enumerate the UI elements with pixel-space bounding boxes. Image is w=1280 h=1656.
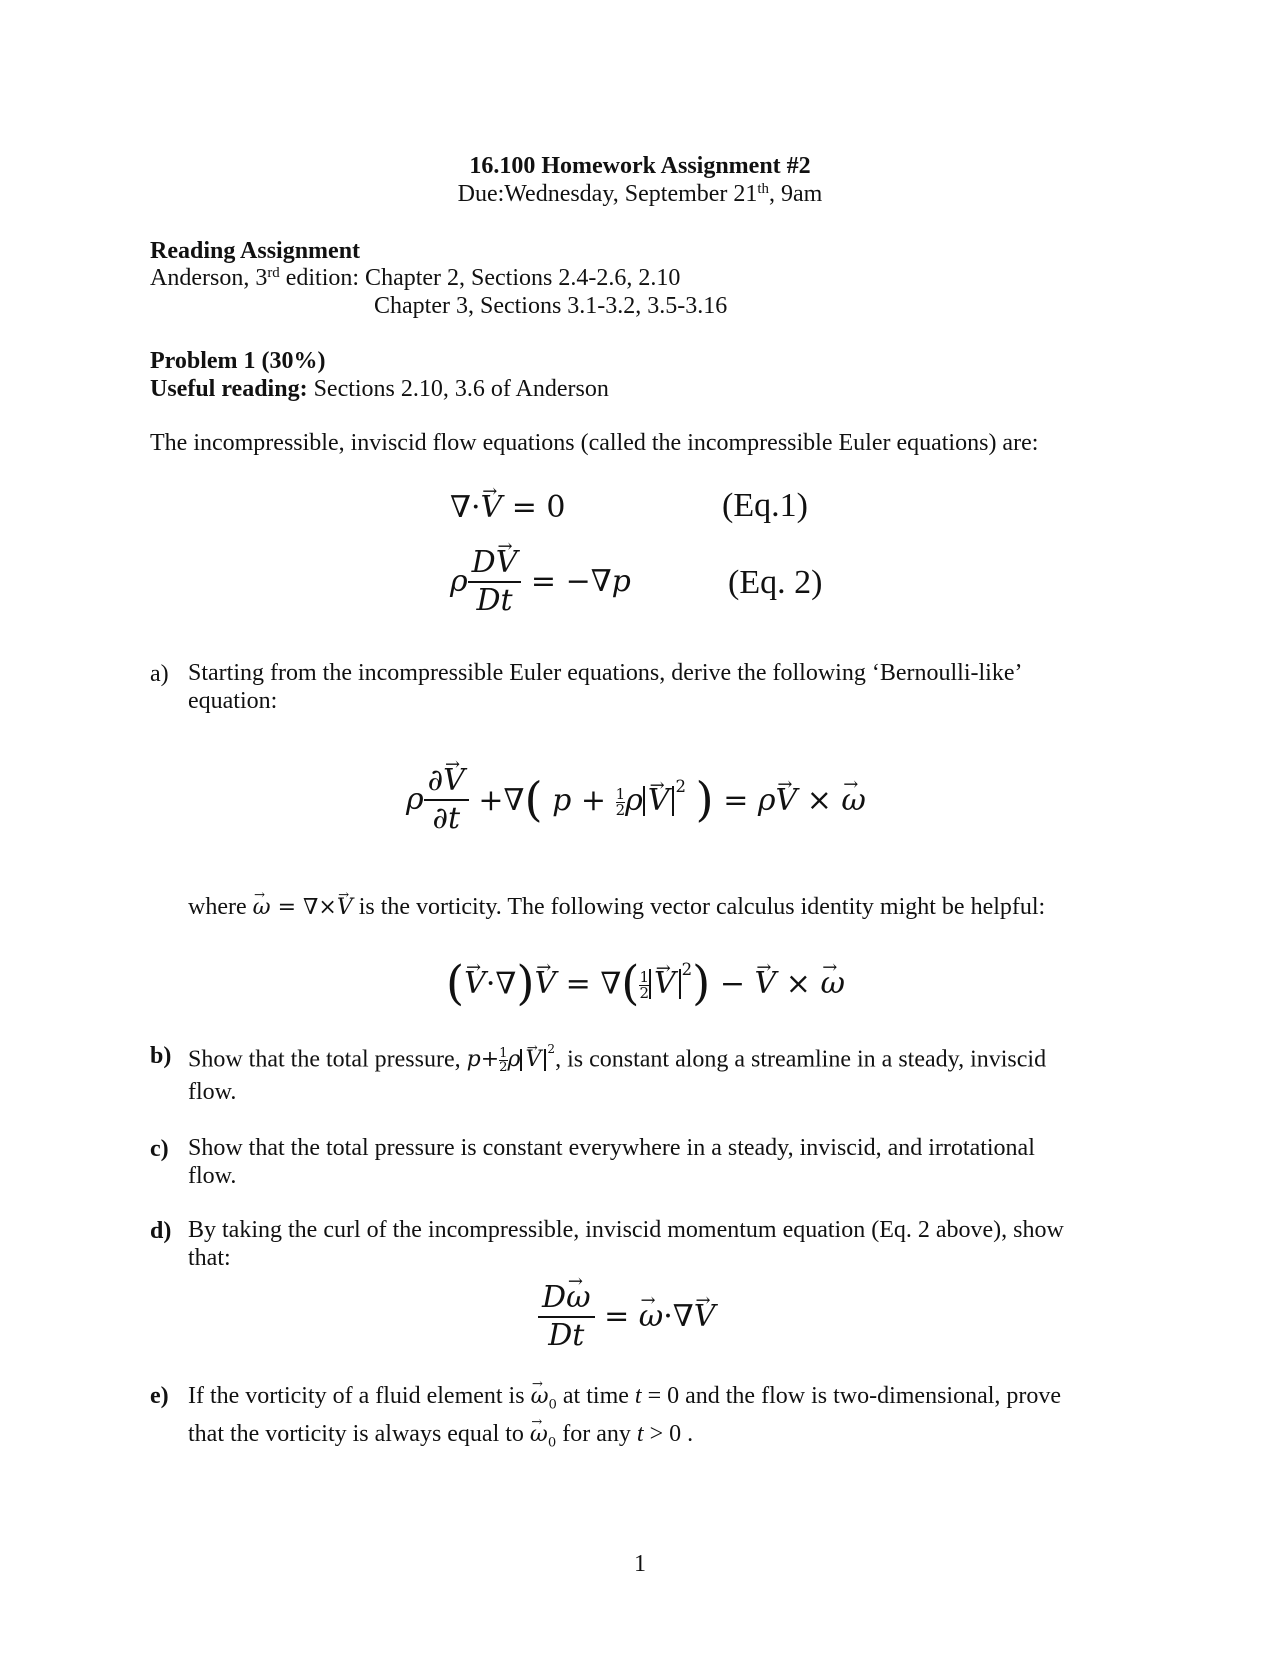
eq1-label: (Eq.1): [722, 487, 808, 524]
part-d-text: By taking the curl of the incompressible, inviscid momentum equation (Eq. 2 above), show that:: [188, 1217, 1064, 1271]
useful-reading: Useful reading: Sections 2.10, 3.6 of Anderson: [150, 376, 609, 402]
equation-vorticity-transport: $\frac{D\to \omega}{Dt}$ = → ω·∇→ V: [538, 1280, 715, 1354]
reading-line-1: Anderson, 3rd edition: Chapter 2, Sections 2.4-2.6, 2.10: [150, 264, 681, 291]
part-c-label: c): [150, 1136, 169, 1162]
part-d-label: d): [150, 1218, 172, 1244]
part-c-text: Show that the total pressure is constant everywhere in a steady, inviscid, and irrotational flow.: [188, 1135, 1035, 1189]
part-b-label: b): [150, 1043, 172, 1069]
intro-text: The incompressible, inviscid flow equations (called the incompressible Euler equations) are:: [150, 430, 1039, 456]
part-a-label: a): [150, 661, 169, 687]
reading-line-2: Chapter 3, Sections 3.1-3.2, 3.5-3.16: [374, 293, 728, 319]
assignment-title: 16.100 Homework Assignment #2: [469, 153, 811, 179]
part-e-line-2: that the vorticity is always equal to → $\omega_0$ for any t > 0 .: [188, 1420, 693, 1451]
page-number: 1: [634, 1551, 646, 1577]
equation-continuity: ∇·→ V = 0: [450, 490, 565, 526]
vorticity-definition: where → ω = ∇×→ V is the vorticity. The following vector calculus identity might be helpful:: [188, 893, 1045, 922]
part-e-label: e): [150, 1383, 169, 1409]
problem-heading: Problem 1 (30%): [150, 348, 326, 374]
due-date: Due:Wednesday, September 21th, 9am: [457, 180, 823, 207]
part-b-continued: flow.: [188, 1079, 237, 1105]
equation-momentum: ρ $\frac{D\to V}{Dt}$ = −∇p: [450, 545, 631, 619]
part-a-text: Starting from the incompressible Euler equations, derive the following ‘Bernoulli-like’ equation:: [188, 660, 1021, 714]
equation-vector-identity: (→ V·∇)→ V = ∇( $\frac{1}{2}$ → V $^2$) − → V × → ω: [446, 960, 845, 1007]
eq2-label: (Eq. 2): [728, 564, 823, 601]
part-e-line-1: If the vorticity of a fluid element is → $\omega_0$ at time t = 0 and the flow is two-dimensional, prove: [188, 1382, 1061, 1413]
reading-heading: Reading Assignment: [150, 238, 361, 264]
part-b-text: Show that the total pressure, p+ $\frac{1}{2}$ ρ→ V $^2$, is constant along a streamline in a steady, inviscid: [188, 1042, 1046, 1074]
equation-bernoulli-like: ρ $\frac{\partial\to V}{\partial t}$ +∇( p + $\frac{1}{2}$ ρ→ V $^2$ ) = ρ→ V × → ω: [406, 763, 866, 837]
